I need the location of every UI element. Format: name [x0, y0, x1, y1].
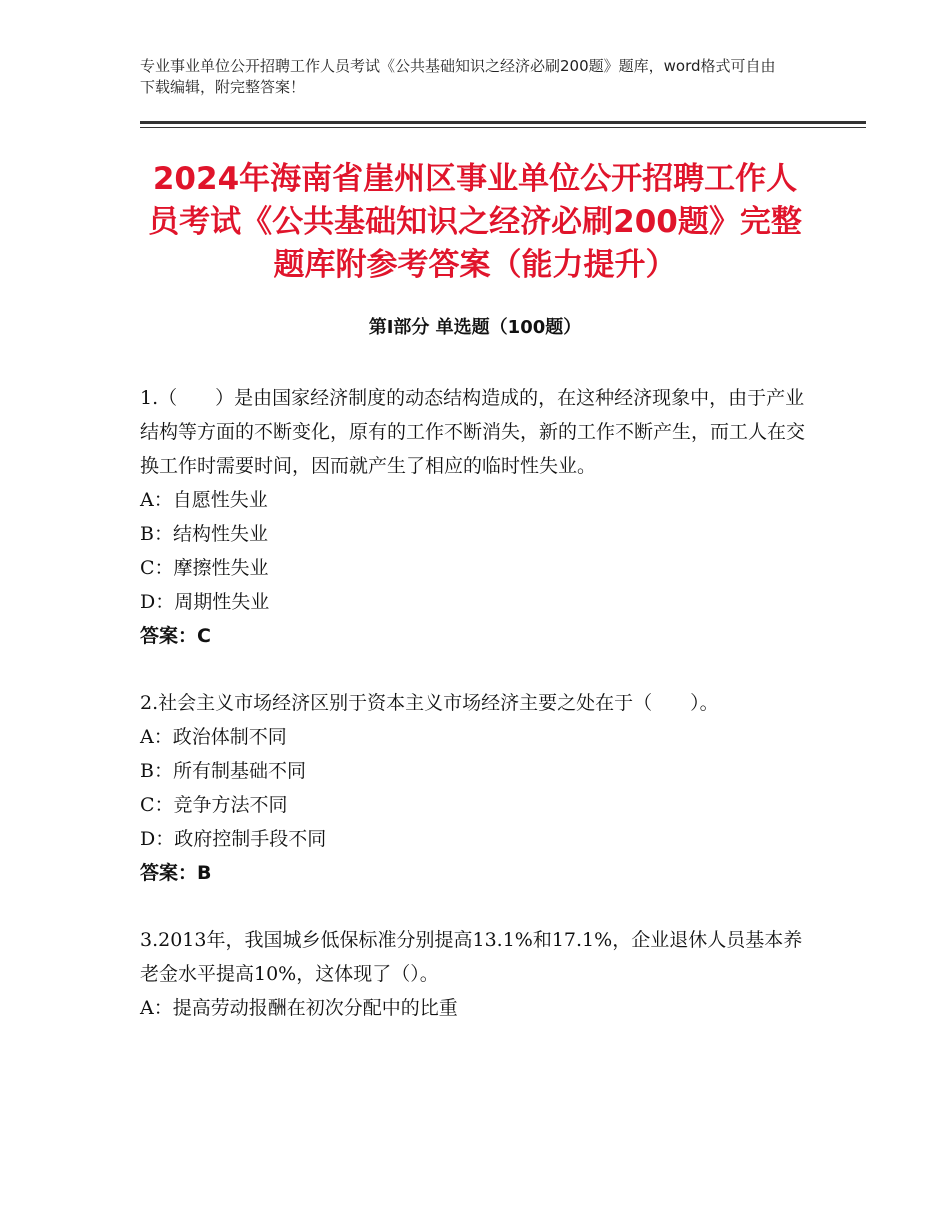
header-note: 专业事业单位公开招聘工作人员考试《公共基础知识之经济必刷200题》题库，word格式可自由下载编辑，附完整答案！	[140, 57, 776, 96]
question-1	[140, 381, 810, 653]
question-spacer	[140, 890, 810, 923]
question-spacer	[140, 653, 810, 686]
question-2	[140, 686, 810, 890]
option-c: C：摩擦性失业	[140, 557, 269, 579]
option-d: D：周期性失业	[140, 591, 270, 613]
answer-line: 答案：B	[140, 862, 212, 884]
option-a: A：提高劳动报酬在初次分配中的比重	[140, 997, 458, 1019]
header-rule-thick	[140, 121, 866, 124]
question-stem: 1.（ ）是由国家经济制度的动态结构造成的，在这种经济现象中，由于产业结构等方面的不断变化，原有的工作不断消失，新的工作不断产生，而工人在交换工作时需要时间，因而就产生了相应的临时性失业。	[140, 387, 806, 477]
question-stem: 3.2013年，我国城乡低保标准分别提高13.1%和17.1%，企业退休人员基本养老金水平提高10%，这体现了（）。	[140, 929, 803, 985]
question-list	[140, 381, 810, 1025]
answer-line: 答案：C	[140, 625, 211, 647]
question-3	[140, 923, 810, 1025]
option-a: A：自愿性失业	[140, 489, 268, 511]
section-heading: 第Ⅰ部分 单选题（100题）	[368, 317, 582, 338]
option-b: B：结构性失业	[140, 523, 268, 545]
option-b: B：所有制基础不同	[140, 760, 306, 782]
document-title: 2024年海南省崖州区事业单位公开招聘工作人员考试《公共基础知识之经济必刷200题》完整题库附参考答案（能力提升）	[148, 161, 802, 283]
option-c: C：竞争方法不同	[140, 794, 288, 816]
option-a: A：政治体制不同	[140, 726, 287, 748]
question-stem: 2.社会主义市场经济区别于资本主义市场经济主要之处在于（ ）。	[140, 692, 719, 714]
option-d: D：政府控制手段不同	[140, 828, 327, 850]
header-rule-thin	[140, 127, 866, 128]
